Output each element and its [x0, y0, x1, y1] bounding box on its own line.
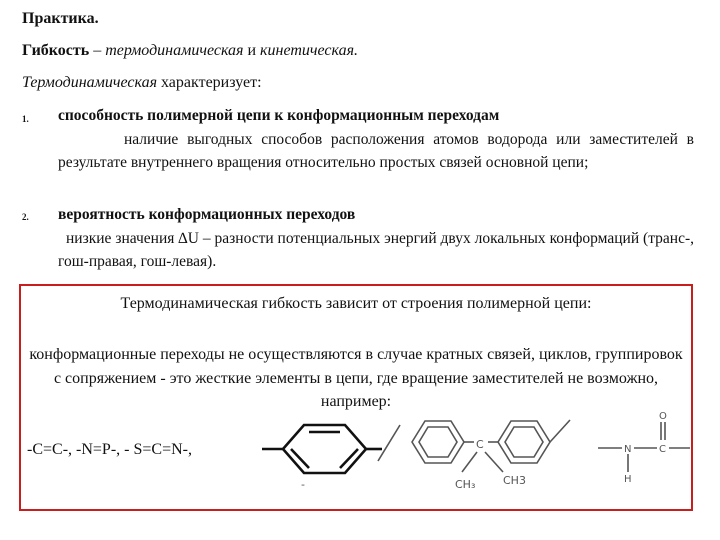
- item-2-heading: вероятность конформационных переходов: [58, 206, 356, 223]
- item-1-heading: способность полимерной цепи к конформационным переходам: [58, 107, 500, 124]
- rigid-bonds-formula: -C=C-, -N=P-, - S=C=N-,: [27, 441, 192, 458]
- item-2-text: низкие значения ∆U – разности потенциальных энергий двух локальных конформаций (транс-, гош-правая, гош-левая).: [58, 230, 694, 270]
- thermo-term: Термодинамическая: [22, 74, 158, 91]
- item-1-text: наличие выгодных способов расположения атомов водорода или заместителей в результате внутреннего вращения относительно простых связей основной цепи;: [58, 131, 694, 171]
- dash-sep: –: [89, 42, 106, 59]
- and-word: и: [243, 42, 261, 59]
- amide-carbon-label: C: [659, 444, 666, 455]
- center-carbon-label: C: [476, 438, 484, 451]
- box-title: Термодинамическая гибкость зависит от строения полимерной цепи:: [120, 295, 592, 312]
- methyl-left-label: CH₃: [455, 478, 476, 491]
- box-body: конформационные переходы не осуществляются в случае кратных связей, циклов, группировок с сопряжением - это жесткие элементы в цепи, где вращение заместителей не возможно, например:: [29, 346, 683, 410]
- slide-title: Практика.: [22, 10, 99, 27]
- kind-kinetic: кинетическая.: [260, 42, 359, 59]
- list-marker-2: 2.: [22, 212, 29, 222]
- oxygen-label: O: [659, 411, 667, 422]
- hydrogen-label: H: [624, 474, 632, 485]
- flexibility-term: Гибкость: [22, 42, 90, 59]
- small-dash-label: -: [301, 478, 305, 491]
- amide-group: [598, 422, 690, 472]
- thermo-rest: характеризует:: [157, 74, 262, 91]
- list-marker-1: 1.: [22, 114, 29, 124]
- kind-thermodynamic: термодинамическая: [105, 42, 244, 59]
- nitrogen-label: N: [624, 444, 632, 455]
- benzene-ring: [262, 425, 382, 473]
- methyl-right-label: CH3: [503, 474, 526, 487]
- diphenylpropane-unit: [378, 420, 570, 472]
